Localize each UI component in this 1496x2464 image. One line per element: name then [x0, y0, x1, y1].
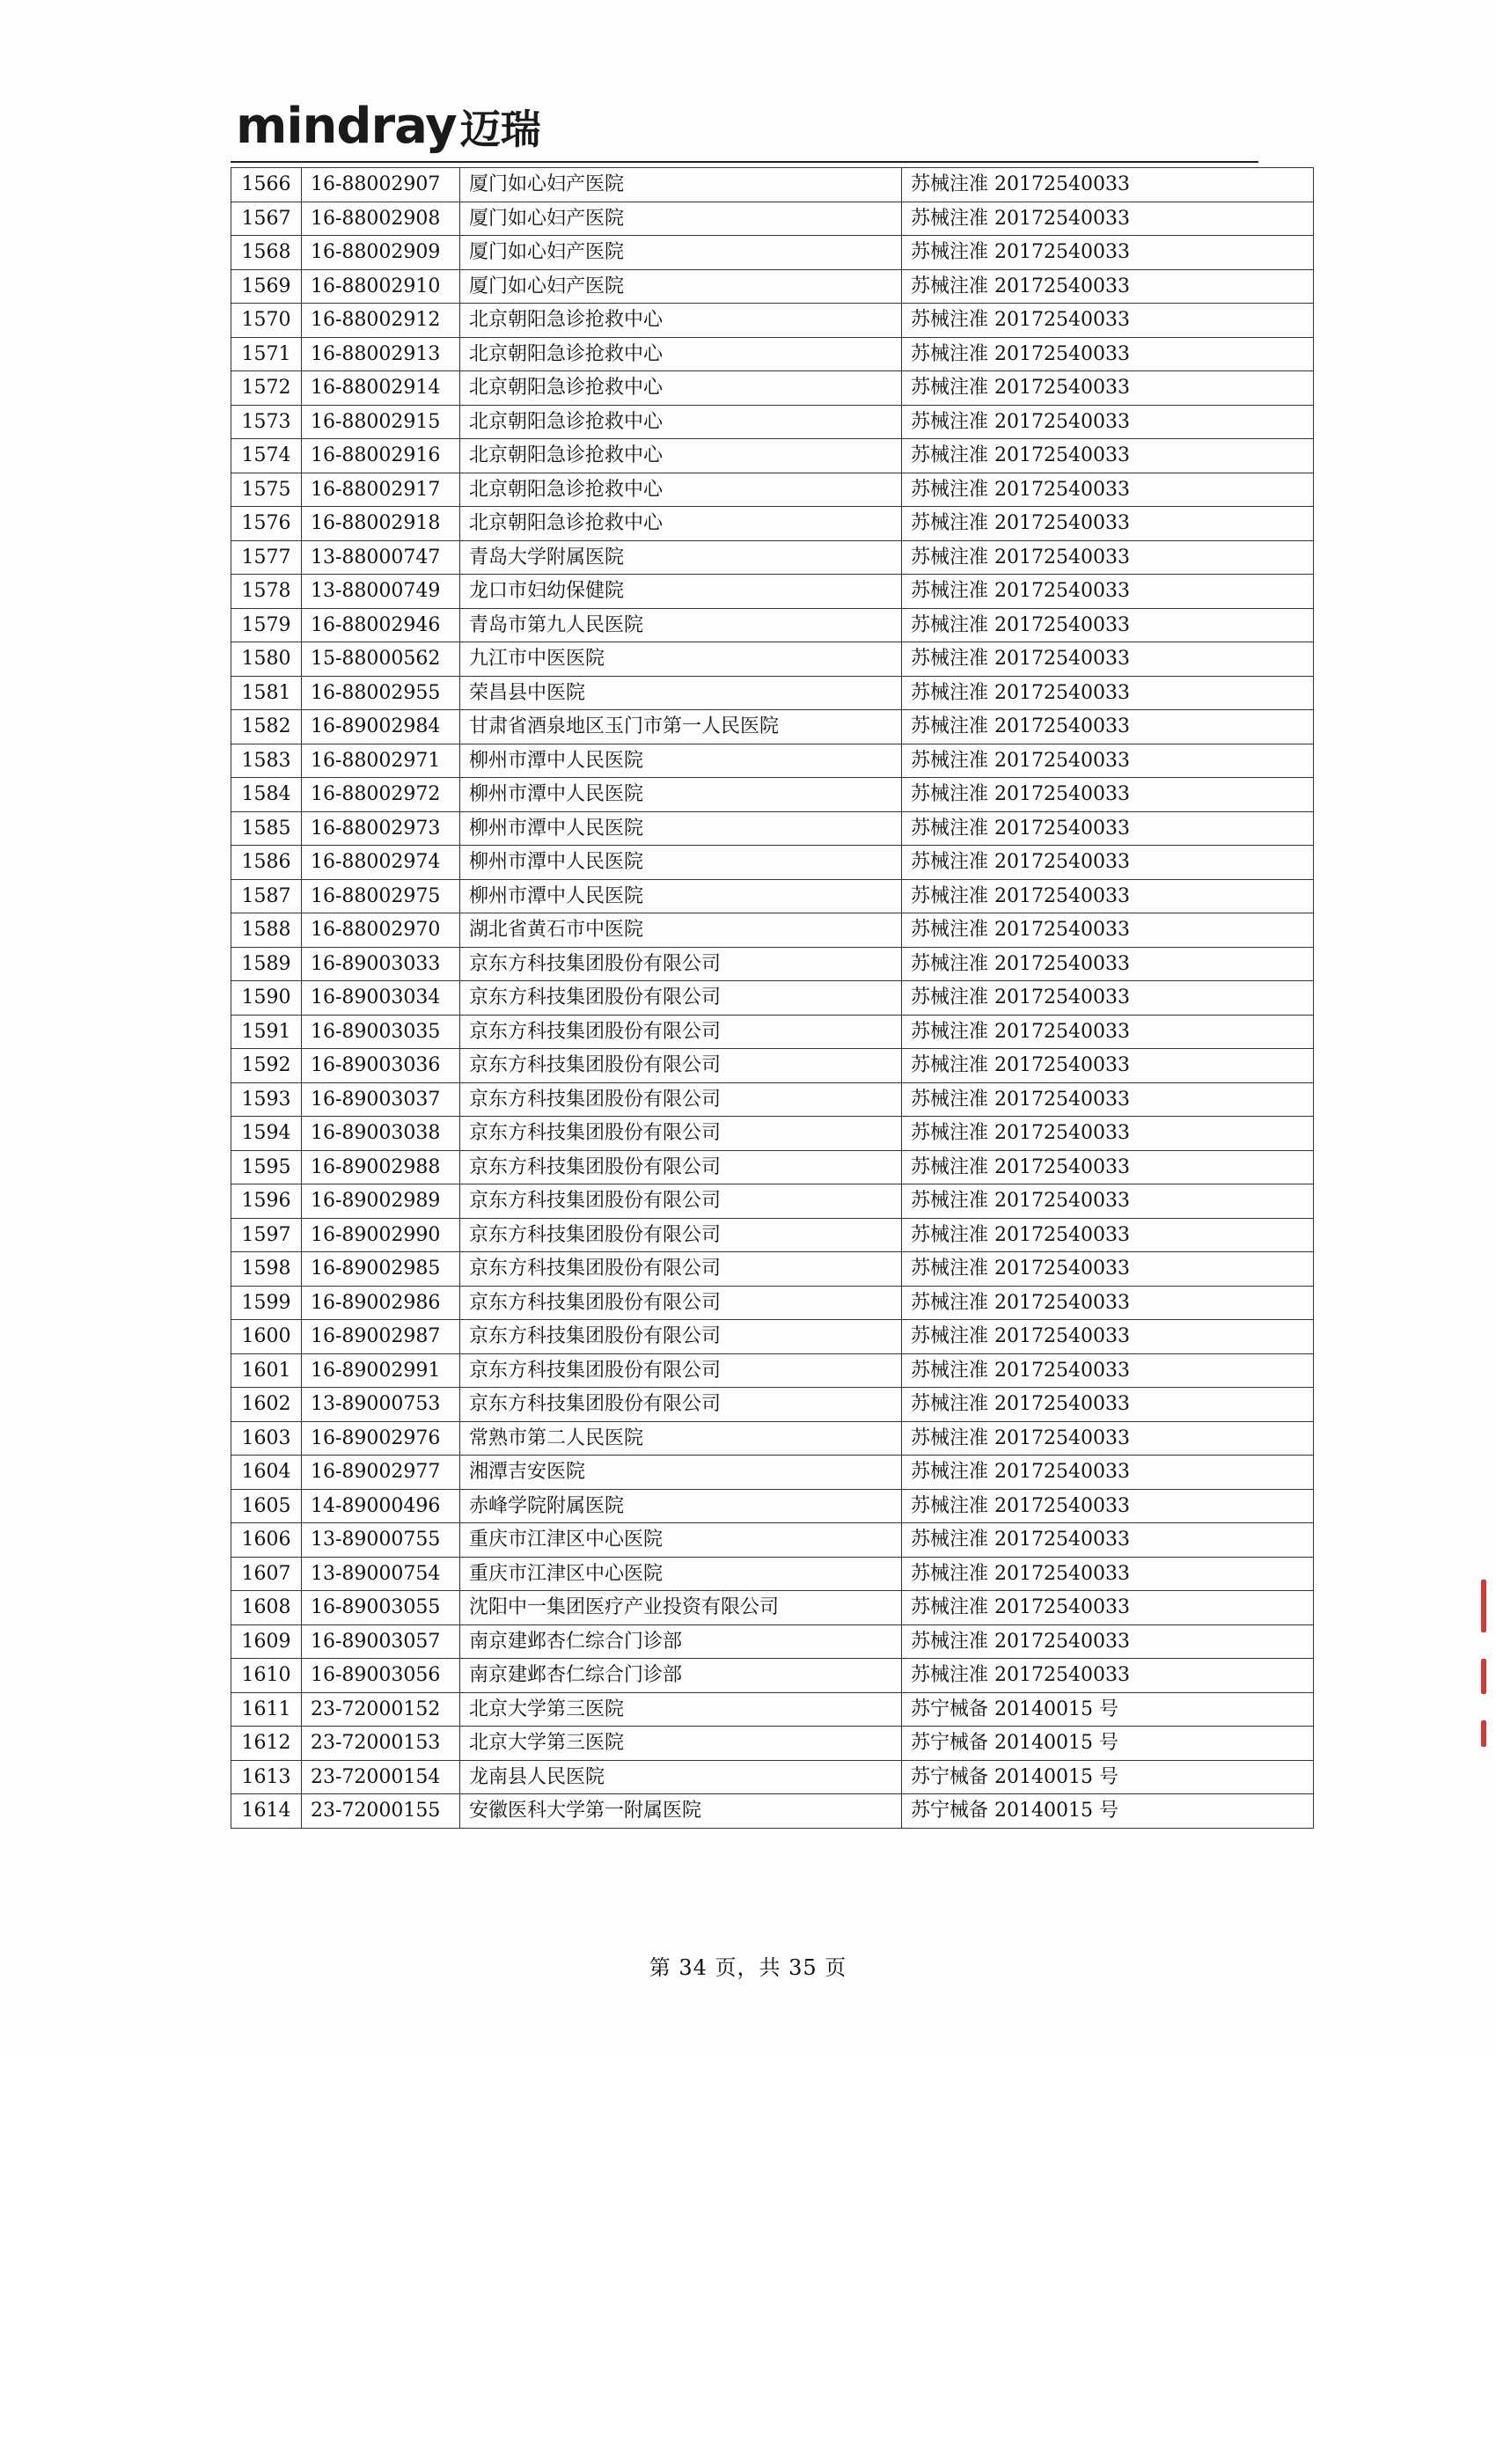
- serial-number: 16-89002991: [302, 1353, 460, 1388]
- hospital-name: 沈阳中一集团医疗产业投资有限公司: [460, 1591, 902, 1625]
- table-row: [231, 1252, 1314, 1287]
- registration-number: 苏械注准 20172540033: [902, 1591, 1314, 1625]
- registration-number: 苏宁械备 20140015 号: [902, 1692, 1314, 1727]
- hospital-name: 龙口市妇幼保健院: [460, 575, 902, 609]
- serial-number: 13-89000755: [302, 1523, 460, 1558]
- table-row: [231, 1624, 1314, 1659]
- table-row: [231, 1727, 1314, 1761]
- table-row: [231, 337, 1314, 371]
- table-row: [231, 608, 1314, 642]
- registration-number: 苏械注准 20172540033: [902, 608, 1314, 642]
- registration-number: 苏械注准 20172540033: [902, 1117, 1314, 1151]
- registration-number: 苏械注准 20172540033: [902, 846, 1314, 880]
- row-index: 1576: [231, 507, 302, 541]
- table-row: [231, 676, 1314, 710]
- hospital-name: 安徽医科大学第一附属医院: [460, 1794, 902, 1829]
- hospital-name: 厦门如心妇产医院: [460, 236, 902, 270]
- hospital-name: 柳州市潭中人民医院: [460, 811, 902, 846]
- registration-number: 苏械注准 20172540033: [902, 1624, 1314, 1659]
- serial-number: 16-88002975: [302, 879, 460, 913]
- serial-number: 16-88002915: [302, 405, 460, 439]
- registration-number: 苏械注准 20172540033: [902, 744, 1314, 778]
- hospital-name: 北京朝阳急诊抢救中心: [460, 473, 902, 507]
- row-index: 1613: [231, 1760, 302, 1794]
- registration-number: 苏械注准 20172540033: [902, 1049, 1314, 1083]
- serial-number: 16-89002990: [302, 1218, 460, 1252]
- hospital-name: 柳州市潭中人民医院: [460, 778, 902, 812]
- registration-number: 苏械注准 20172540033: [902, 1218, 1314, 1252]
- serial-number: 23-72000153: [302, 1727, 460, 1761]
- row-index: 1572: [231, 371, 302, 406]
- table-row: [231, 1184, 1314, 1219]
- serial-number: 16-89002985: [302, 1252, 460, 1287]
- table-row: [231, 1218, 1314, 1252]
- serial-number: 14-89000496: [302, 1489, 460, 1523]
- hospital-name: 京东方科技集团股份有限公司: [460, 1388, 902, 1422]
- serial-number: 16-88002907: [302, 168, 460, 202]
- hospital-name: 京东方科技集团股份有限公司: [460, 1150, 902, 1184]
- table-row: [231, 744, 1314, 778]
- hospital-name: 湘潭吉安医院: [460, 1456, 902, 1490]
- registration-number: 苏械注准 20172540033: [902, 439, 1314, 473]
- hospital-name: 京东方科技集团股份有限公司: [460, 1353, 902, 1388]
- row-index: 1592: [231, 1049, 302, 1083]
- hospital-name: 北京朝阳急诊抢救中心: [460, 304, 902, 338]
- row-index: 1579: [231, 608, 302, 642]
- table-row: [231, 202, 1314, 236]
- row-index: 1583: [231, 744, 302, 778]
- row-index: 1597: [231, 1218, 302, 1252]
- hospital-name: 重庆市江津区中心医院: [460, 1523, 902, 1558]
- row-index: 1596: [231, 1184, 302, 1219]
- serial-number: 15-88000562: [302, 642, 460, 677]
- serial-number: 16-89002976: [302, 1421, 460, 1456]
- hospital-name: 京东方科技集团股份有限公司: [460, 1320, 902, 1354]
- company-logo: [236, 95, 541, 155]
- hospital-name: 京东方科技集团股份有限公司: [460, 1286, 902, 1320]
- serial-number: 16-88002912: [302, 304, 460, 338]
- registration-number: 苏械注准 20172540033: [902, 405, 1314, 439]
- registration-number: 苏械注准 20172540033: [902, 1388, 1314, 1422]
- row-index: 1588: [231, 913, 302, 948]
- row-index: 1598: [231, 1252, 302, 1287]
- row-index: 1603: [231, 1421, 302, 1456]
- serial-number: 23-72000152: [302, 1692, 460, 1727]
- registration-number: 苏械注准 20172540033: [902, 1252, 1314, 1287]
- table-row: [231, 1286, 1314, 1320]
- page-number: 第 34 页，共 35 页: [649, 1955, 847, 1980]
- registration-number: 苏械注准 20172540033: [902, 269, 1314, 304]
- table-row: [231, 1049, 1314, 1083]
- row-index: 1575: [231, 473, 302, 507]
- serial-number: 16-88002913: [302, 337, 460, 371]
- registration-number: 苏械注准 20172540033: [902, 304, 1314, 338]
- serial-number: 13-89000754: [302, 1557, 460, 1591]
- hospital-name: 厦门如心妇产医院: [460, 202, 902, 236]
- table-row: [231, 879, 1314, 913]
- row-index: 1612: [231, 1727, 302, 1761]
- serial-number: 16-88002910: [302, 269, 460, 304]
- registration-number: 苏械注准 20172540033: [902, 540, 1314, 575]
- row-index: 1602: [231, 1388, 302, 1422]
- serial-number: 13-88000747: [302, 540, 460, 575]
- table-row: [231, 371, 1314, 406]
- registration-number: 苏械注准 20172540033: [902, 1286, 1314, 1320]
- row-index: 1606: [231, 1523, 302, 1558]
- registration-number: 苏械注准 20172540033: [902, 1489, 1314, 1523]
- registration-number: 苏宁械备 20140015 号: [902, 1760, 1314, 1794]
- hospital-name: 京东方科技集团股份有限公司: [460, 1049, 902, 1083]
- serial-number: 23-72000154: [302, 1760, 460, 1794]
- table-row: [231, 405, 1314, 439]
- hospital-name: 京东方科技集团股份有限公司: [460, 981, 902, 1016]
- hospital-name: 赤峰学院附属医院: [460, 1489, 902, 1523]
- row-index: 1581: [231, 676, 302, 710]
- serial-number: 16-88002914: [302, 371, 460, 406]
- table-row: [231, 1760, 1314, 1794]
- table-row: [231, 778, 1314, 812]
- serial-number: 16-89002989: [302, 1184, 460, 1219]
- row-index: 1610: [231, 1659, 302, 1693]
- hospital-name: 北京大学第三医院: [460, 1692, 902, 1727]
- logo-wordmark-en: mindray: [236, 98, 457, 155]
- table-row: [231, 1692, 1314, 1727]
- registration-number: 苏械注准 20172540033: [902, 1421, 1314, 1456]
- serial-number: 16-88002908: [302, 202, 460, 236]
- registration-number: 苏械注准 20172540033: [902, 337, 1314, 371]
- row-index: 1580: [231, 642, 302, 677]
- hospital-name: 北京朝阳急诊抢救中心: [460, 507, 902, 541]
- row-index: 1578: [231, 575, 302, 609]
- table-row: [231, 236, 1314, 270]
- logo-wordmark-cn: 迈瑞: [459, 106, 541, 153]
- serial-number: 16-89002977: [302, 1456, 460, 1490]
- hospital-name: 厦门如心妇产医院: [460, 168, 902, 202]
- table-row: [231, 304, 1314, 338]
- registration-number: 苏械注准 20172540033: [902, 778, 1314, 812]
- table-row: [231, 1557, 1314, 1591]
- registration-number: 苏械注准 20172540033: [902, 1659, 1314, 1693]
- serial-number: 16-89002988: [302, 1150, 460, 1184]
- table-row: [231, 1082, 1314, 1117]
- registration-number: 苏械注准 20172540033: [902, 1456, 1314, 1490]
- hospital-name: 京东方科技集团股份有限公司: [460, 1218, 902, 1252]
- table-row: [231, 540, 1314, 575]
- row-index: 1570: [231, 304, 302, 338]
- row-index: 1614: [231, 1794, 302, 1829]
- row-index: 1594: [231, 1117, 302, 1151]
- table-row: [231, 575, 1314, 609]
- table-row: [231, 710, 1314, 744]
- table-row: [231, 269, 1314, 304]
- registration-number: 苏械注准 20172540033: [902, 168, 1314, 202]
- table-row: [231, 1794, 1314, 1829]
- table-row: [231, 1421, 1314, 1456]
- row-index: 1582: [231, 710, 302, 744]
- registration-number: 苏械注准 20172540033: [902, 947, 1314, 981]
- row-index: 1590: [231, 981, 302, 1016]
- registration-number: 苏械注准 20172540033: [902, 642, 1314, 677]
- registration-number: 苏械注准 20172540033: [902, 676, 1314, 710]
- row-index: 1593: [231, 1082, 302, 1117]
- registration-number: 苏械注准 20172540033: [902, 236, 1314, 270]
- row-index: 1591: [231, 1015, 302, 1049]
- registration-number: 苏械注准 20172540033: [902, 913, 1314, 948]
- serial-number: 16-88002955: [302, 676, 460, 710]
- row-index: 1605: [231, 1489, 302, 1523]
- registration-number: 苏宁械备 20140015 号: [902, 1794, 1314, 1829]
- hospital-name: 厦门如心妇产医院: [460, 269, 902, 304]
- registration-number: 苏械注准 20172540033: [902, 202, 1314, 236]
- hospital-name: 甘肃省酒泉地区玉门市第一人民医院: [460, 710, 902, 744]
- registration-number: 苏械注准 20172540033: [902, 1184, 1314, 1219]
- table-row: [231, 507, 1314, 541]
- serial-number: 16-89003057: [302, 1624, 460, 1659]
- serial-number: 16-88002946: [302, 608, 460, 642]
- serial-number: 16-88002916: [302, 439, 460, 473]
- serial-number: 16-89003034: [302, 981, 460, 1016]
- registration-number: 苏械注准 20172540033: [902, 473, 1314, 507]
- hospital-name: 湖北省黄石市中医院: [460, 913, 902, 948]
- hospital-name: 柳州市潭中人民医院: [460, 846, 902, 880]
- hospital-name: 京东方科技集团股份有限公司: [460, 1082, 902, 1117]
- serial-number: 16-89002987: [302, 1320, 460, 1354]
- table-row: [231, 846, 1314, 880]
- serial-number: 16-89002984: [302, 710, 460, 744]
- serial-number: 16-89003056: [302, 1659, 460, 1693]
- serial-number: 23-72000155: [302, 1794, 460, 1829]
- hospital-name: 北京朝阳急诊抢救中心: [460, 371, 902, 406]
- hospital-name: 青岛大学附属医院: [460, 540, 902, 575]
- row-index: 1611: [231, 1692, 302, 1727]
- serial-number: 16-88002917: [302, 473, 460, 507]
- hospital-name: 柳州市潭中人民医院: [460, 879, 902, 913]
- serial-number: 16-88002970: [302, 913, 460, 948]
- registration-number: 苏械注准 20172540033: [902, 811, 1314, 846]
- row-index: 1571: [231, 337, 302, 371]
- row-index: 1573: [231, 405, 302, 439]
- table-row: [231, 913, 1314, 948]
- serial-number: 16-89002986: [302, 1286, 460, 1320]
- registration-number: 苏械注准 20172540033: [902, 1150, 1314, 1184]
- registration-number: 苏械注准 20172540033: [902, 1353, 1314, 1388]
- header-divider: [231, 161, 1258, 163]
- table-row: [231, 1388, 1314, 1422]
- hospital-name: 荣昌县中医院: [460, 676, 902, 710]
- registration-number: 苏械注准 20172540033: [902, 1320, 1314, 1354]
- hospital-name: 京东方科技集团股份有限公司: [460, 1015, 902, 1049]
- row-index: 1567: [231, 202, 302, 236]
- hospital-name: 京东方科技集团股份有限公司: [460, 1117, 902, 1151]
- row-index: 1595: [231, 1150, 302, 1184]
- hospital-name: 南京建邺杏仁综合门诊部: [460, 1624, 902, 1659]
- table-row: [231, 811, 1314, 846]
- records-table: [231, 167, 1314, 1829]
- row-index: 1589: [231, 947, 302, 981]
- registration-number: 苏械注准 20172540033: [902, 507, 1314, 541]
- table-row: [231, 1015, 1314, 1049]
- hospital-name: 柳州市潭中人民医院: [460, 744, 902, 778]
- serial-number: 13-89000753: [302, 1388, 460, 1422]
- registration-number: 苏械注准 20172540033: [902, 879, 1314, 913]
- table-row: [231, 1659, 1314, 1693]
- registration-number: 苏宁械备 20140015 号: [902, 1727, 1314, 1761]
- red-stamp-mark: [1481, 1720, 1486, 1747]
- serial-number: 16-89003037: [302, 1082, 460, 1117]
- hospital-name: 九江市中医医院: [460, 642, 902, 677]
- table-row: [231, 1150, 1314, 1184]
- hospital-name: 青岛市第九人民医院: [460, 608, 902, 642]
- serial-number: 16-88002909: [302, 236, 460, 270]
- serial-number: 16-89003036: [302, 1049, 460, 1083]
- registration-number: 苏械注准 20172540033: [902, 710, 1314, 744]
- hospital-name: 北京朝阳急诊抢救中心: [460, 439, 902, 473]
- serial-number: 16-88002971: [302, 744, 460, 778]
- serial-number: 16-88002974: [302, 846, 460, 880]
- table-row: [231, 947, 1314, 981]
- registration-number: 苏械注准 20172540033: [902, 981, 1314, 1016]
- serial-number: 16-89003035: [302, 1015, 460, 1049]
- table-row: [231, 168, 1314, 202]
- records-table-body: [231, 168, 1314, 1829]
- row-index: 1574: [231, 439, 302, 473]
- serial-number: 16-89003033: [302, 947, 460, 981]
- serial-number: 16-89003038: [302, 1117, 460, 1151]
- table-row: [231, 439, 1314, 473]
- registration-number: 苏械注准 20172540033: [902, 371, 1314, 406]
- hospital-name: 重庆市江津区中心医院: [460, 1557, 902, 1591]
- row-index: 1577: [231, 540, 302, 575]
- hospital-name: 北京朝阳急诊抢救中心: [460, 405, 902, 439]
- row-index: 1601: [231, 1353, 302, 1388]
- table-row: [231, 1489, 1314, 1523]
- table-row: [231, 1320, 1314, 1354]
- hospital-name: 北京朝阳急诊抢救中心: [460, 337, 902, 371]
- table-row: [231, 1591, 1314, 1625]
- table-row: [231, 1523, 1314, 1558]
- hospital-name: 龙南县人民医院: [460, 1760, 902, 1794]
- registration-number: 苏械注准 20172540033: [902, 1523, 1314, 1558]
- serial-number: 13-88000749: [302, 575, 460, 609]
- row-index: 1587: [231, 879, 302, 913]
- row-index: 1569: [231, 269, 302, 304]
- serial-number: 16-88002973: [302, 811, 460, 846]
- row-index: 1607: [231, 1557, 302, 1591]
- row-index: 1609: [231, 1624, 302, 1659]
- table-row: [231, 981, 1314, 1016]
- row-index: 1600: [231, 1320, 302, 1354]
- row-index: 1584: [231, 778, 302, 812]
- red-stamp-mark: [1481, 1659, 1486, 1694]
- row-index: 1586: [231, 846, 302, 880]
- row-index: 1608: [231, 1591, 302, 1625]
- serial-number: 16-88002918: [302, 507, 460, 541]
- row-index: 1599: [231, 1286, 302, 1320]
- hospital-name: 南京建邺杏仁综合门诊部: [460, 1659, 902, 1693]
- serial-number: 16-88002972: [302, 778, 460, 812]
- row-index: 1566: [231, 168, 302, 202]
- table-row: [231, 1353, 1314, 1388]
- red-stamp-mark: [1481, 1580, 1486, 1632]
- registration-number: 苏械注准 20172540033: [902, 575, 1314, 609]
- hospital-name: 京东方科技集团股份有限公司: [460, 947, 902, 981]
- table-row: [231, 1456, 1314, 1490]
- hospital-name: 京东方科技集团股份有限公司: [460, 1184, 902, 1219]
- row-index: 1585: [231, 811, 302, 846]
- table-row: [231, 642, 1314, 677]
- table-row: [231, 1117, 1314, 1151]
- hospital-name: 北京大学第三医院: [460, 1727, 902, 1761]
- registration-number: 苏械注准 20172540033: [902, 1015, 1314, 1049]
- registration-number: 苏械注准 20172540033: [902, 1557, 1314, 1591]
- row-index: 1568: [231, 236, 302, 270]
- serial-number: 16-89003055: [302, 1591, 460, 1625]
- row-index: 1604: [231, 1456, 302, 1490]
- hospital-name: 京东方科技集团股份有限公司: [460, 1252, 902, 1287]
- hospital-name: 常熟市第二人民医院: [460, 1421, 902, 1456]
- table-row: [231, 473, 1314, 507]
- registration-number: 苏械注准 20172540033: [902, 1082, 1314, 1117]
